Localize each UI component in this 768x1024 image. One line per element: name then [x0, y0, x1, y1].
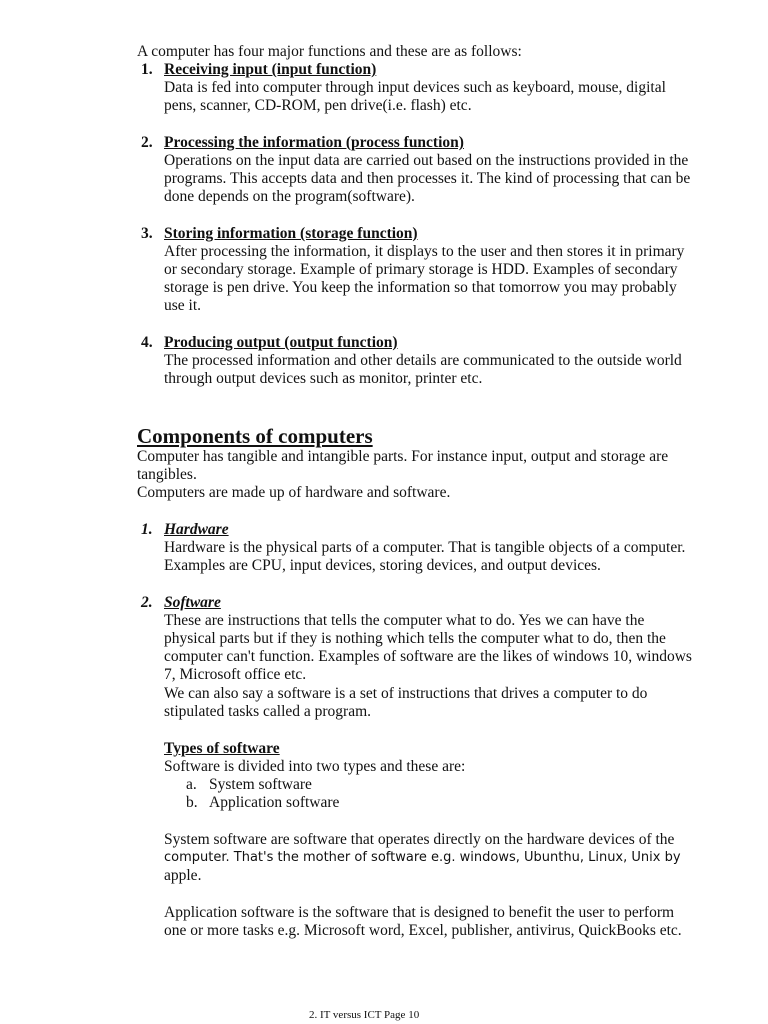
function-2-heading: Processing the information (process function) — [164, 134, 464, 151]
components-intro-line: tangibles. — [137, 466, 197, 483]
function-2-line: done depends on the program(software). — [164, 188, 415, 205]
page-footer: 2. IT versus ICT Page 10 — [309, 1009, 420, 1021]
function-3-number: 3. — [141, 225, 153, 242]
hardware-number: 1. — [141, 521, 153, 538]
function-3-heading: Storing information (storage function) — [164, 225, 418, 242]
system-software-line: computer. That's the mother of software e.g. windows, Ubunthu, Linux, Unix by — [164, 850, 681, 865]
function-4-line: The processed information and other details are communicated to the outside world — [164, 352, 682, 369]
types-item-text: Application software — [209, 794, 340, 811]
function-1-line: Data is fed into computer through input devices such as keyboard, mouse, digital — [164, 79, 666, 96]
function-3-line: or secondary storage. Example of primary storage is HDD. Examples of secondary — [164, 261, 678, 278]
function-3-line: storage is pen drive. You keep the information so that tomorrow you may probably — [164, 279, 677, 296]
application-software-line: one or more tasks e.g. Microsoft word, Excel, publisher, antivirus, QuickBooks etc. — [164, 922, 682, 939]
system-software-line: apple. — [164, 867, 202, 884]
intro-text: A computer has four major functions and these are as follows: — [137, 43, 522, 60]
hardware-line: Hardware is the physical parts of a computer. That is tangible objects of a computer. — [164, 539, 686, 556]
function-2-line: Operations on the input data are carried out based on the instructions provided in the — [164, 152, 689, 169]
software-line: These are instructions that tells the computer what to do. Yes we can have the — [164, 612, 645, 629]
application-software-line: Application software is the software that is designed to benefit the user to perform — [164, 904, 675, 921]
function-2-number: 2. — [141, 134, 153, 151]
software-line: physical parts but if they is nothing which tells the computer what to do, then the — [164, 630, 666, 647]
types-heading: Types of software — [164, 740, 280, 757]
function-2-line: programs. This accepts data and then processes it. The kind of processing that can be — [164, 170, 691, 187]
software-line: computer can't function. Examples of software are the likes of windows 10, windows — [164, 648, 692, 665]
function-4-number: 4. — [141, 334, 153, 351]
function-3-line: use it. — [164, 297, 202, 314]
components-intro-line: Computers are made up of hardware and software. — [137, 484, 451, 501]
hardware-line: Examples are CPU, input devices, storing devices, and output devices. — [164, 557, 601, 574]
software-heading: Software — [164, 594, 221, 611]
function-4-line: through output devices such as monitor, printer etc. — [164, 370, 483, 387]
function-1-number: 1. — [141, 61, 153, 78]
function-3-line: After processing the information, it displays to the user and then stores it in primary — [164, 243, 685, 260]
software-number: 2. — [141, 594, 153, 611]
components-intro-line: Computer has tangible and intangible parts. For instance input, output and storage are — [137, 448, 669, 465]
types-item-letter: b. — [186, 794, 198, 811]
system-software-line: System software are software that operates directly on the hardware devices of the — [164, 831, 675, 848]
software-line: We can also say a software is a set of instructions that drives a computer to do — [164, 685, 648, 702]
types-item-letter: a. — [186, 776, 197, 793]
types-item-text: System software — [209, 776, 312, 793]
function-1-heading: Receiving input (input function) — [164, 61, 377, 78]
function-4-heading: Producing output (output function) — [164, 334, 398, 351]
software-line: stipulated tasks called a program. — [164, 703, 372, 720]
section-title: Components of computers — [137, 424, 373, 448]
software-line: 7, Microsoft office etc. — [164, 666, 307, 683]
hardware-heading: Hardware — [164, 521, 229, 538]
function-1-line: pens, scanner, CD-ROM, pen drive(i.e. flash) etc. — [164, 97, 472, 114]
types-intro: Software is divided into two types and these are: — [164, 758, 466, 775]
